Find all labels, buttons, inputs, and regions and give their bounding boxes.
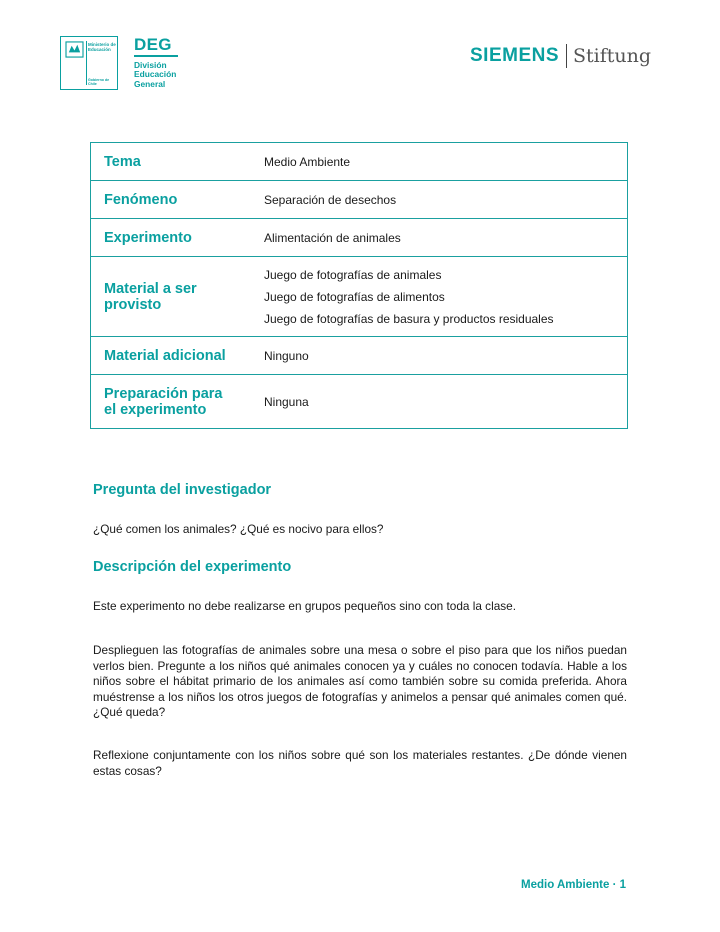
table-row bbox=[91, 219, 627, 257]
mineduc-text bbox=[88, 42, 118, 52]
value-line: Ninguna bbox=[264, 394, 309, 409]
row-value bbox=[264, 257, 627, 336]
page-footer: Medio Ambiente · 1 bbox=[521, 879, 626, 891]
value-line: Separación de desechos bbox=[264, 192, 397, 207]
value-line: Ninguno bbox=[264, 348, 309, 363]
logo-divider bbox=[86, 41, 87, 85]
paragraph-2: Desplieguen las fotografías de animales sobre una mesa o sobre el piso para que los niños puedan verlos bien. Pregunte a los niños qué animales conocen ya y cuáles no conocen todavía. Hable a los niños sobre el hábitat primario de los animales así como también sobre su comida preferida. Ahora muéstrense a los niños los otros juegos de fotografías y animelos a pensar qué animales comen qué. ¿Qué queda? bbox=[93, 643, 627, 720]
table-row bbox=[91, 375, 627, 428]
row-value bbox=[264, 375, 627, 428]
row-label: Experimento bbox=[104, 229, 192, 246]
table-row bbox=[91, 143, 627, 181]
deg-line-3: General bbox=[134, 78, 166, 89]
deg-title: DEG bbox=[134, 35, 172, 54]
experiment-info-table bbox=[90, 142, 628, 429]
row-label: Fenómeno bbox=[104, 191, 178, 208]
row-value bbox=[264, 181, 627, 218]
mineduc-logo bbox=[60, 36, 118, 90]
paragraph-3: Reflexione conjuntamente con los niños sobre qué son los materiales restantes. ¿De dónde vienen estas cosas? bbox=[93, 748, 627, 778]
value-line: Medio Ambiente bbox=[264, 154, 351, 169]
table-row bbox=[91, 337, 627, 375]
deg-line-2: Educación bbox=[134, 69, 177, 80]
value-line: Alimentación de animales bbox=[264, 230, 401, 245]
mineduc-line-1: Ministerio de bbox=[88, 42, 116, 47]
siemens-separator bbox=[566, 44, 567, 68]
question-text: ¿Qué comen los animales? ¿Qué es nocivo para ellos? bbox=[93, 522, 384, 536]
row-label: Material a ser provisto bbox=[104, 280, 197, 313]
gobierno-text: Gobierno de Chile bbox=[88, 78, 110, 86]
value-line: Juego de fotografías de animales bbox=[264, 267, 442, 282]
table-row bbox=[91, 257, 627, 337]
siemens-brand: SIEMENS bbox=[470, 45, 560, 66]
row-value bbox=[264, 143, 627, 180]
deg-line-1: División bbox=[134, 60, 167, 70]
value-line: Juego de fotografías de alimentos bbox=[264, 289, 445, 304]
paragraph-1: Este experimento no debe realizarse en grupos pequeños sino con toda la clase. bbox=[93, 599, 516, 613]
row-value bbox=[264, 219, 627, 256]
stiftung-text: Stiftung bbox=[573, 45, 652, 67]
mineduc-line-2: Educación bbox=[88, 47, 111, 52]
value-line: Juego de fotografías de basura y productos residuales bbox=[264, 311, 554, 326]
question-heading: Pregunta del investigador bbox=[93, 482, 272, 498]
table-row bbox=[91, 181, 627, 219]
chile-seal-icon bbox=[65, 41, 84, 58]
row-label: Material adicional bbox=[104, 347, 226, 364]
row-label: Tema bbox=[104, 153, 141, 170]
deg-logo bbox=[134, 36, 178, 89]
row-label: Preparación para el experimento bbox=[104, 385, 223, 418]
siemens-stiftung-logo bbox=[470, 44, 651, 68]
row-value bbox=[264, 337, 627, 374]
deg-bar bbox=[134, 55, 178, 57]
description-heading: Descripción del experimento bbox=[93, 559, 292, 575]
